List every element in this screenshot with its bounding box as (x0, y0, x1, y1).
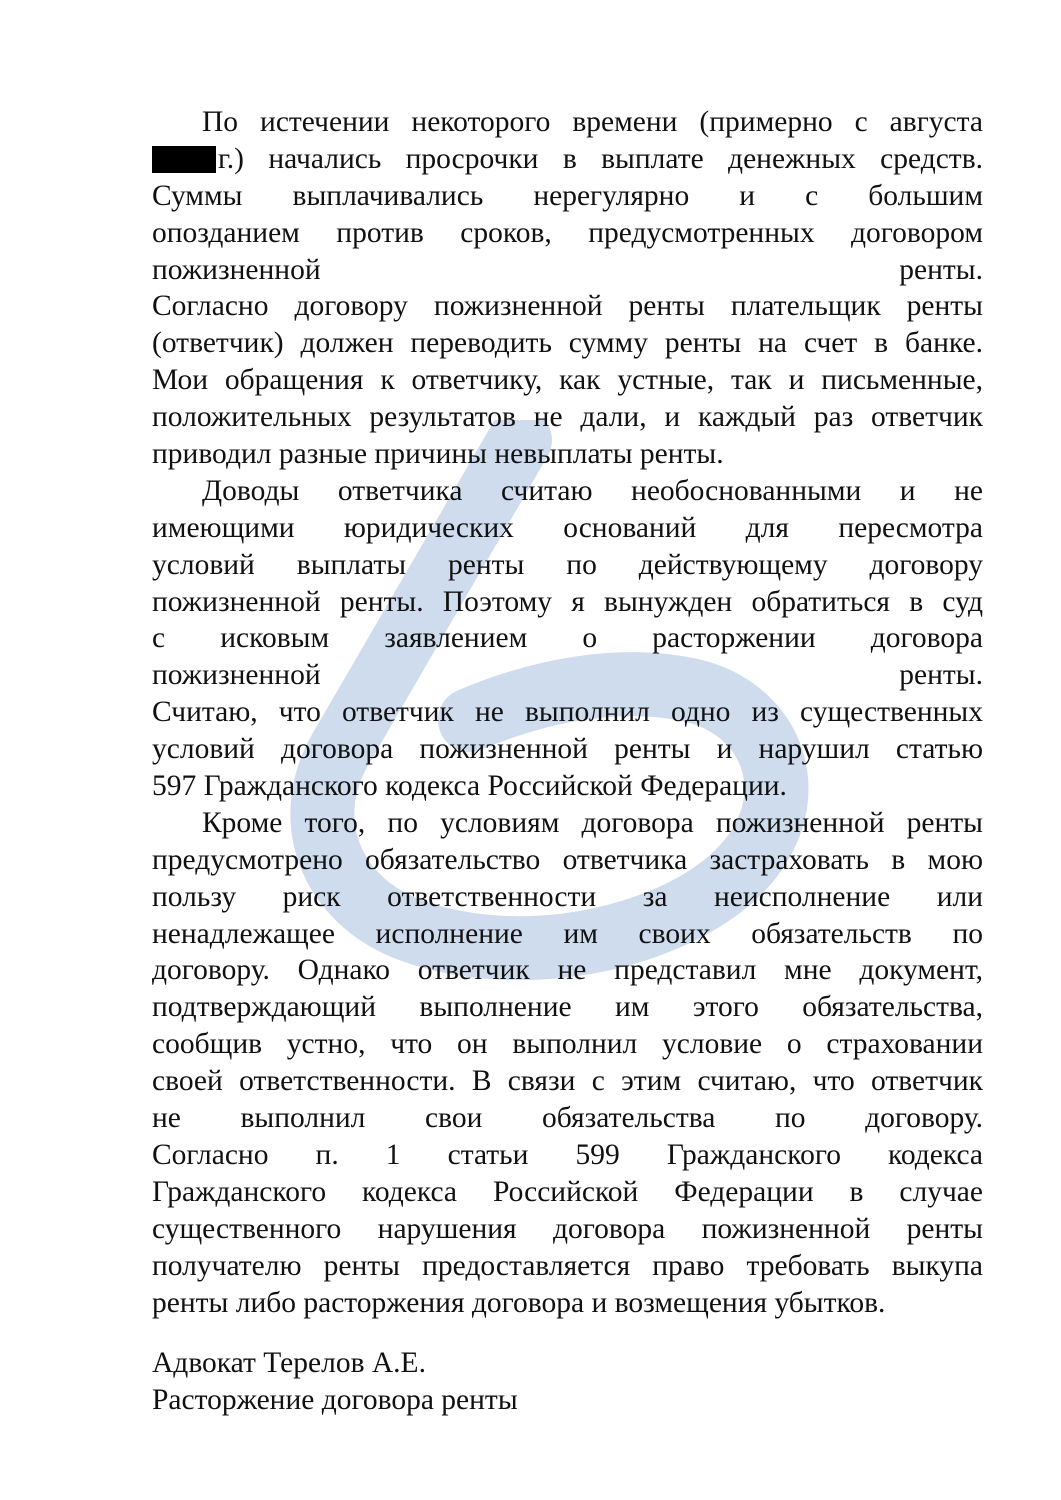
text-line-content: своей ответственности. В связи с этим считаю, что ответчик (152, 1065, 983, 1098)
text-line (152, 1063, 983, 1100)
paragraph (152, 288, 983, 472)
text-line-content: пожизненной ренты. (152, 253, 983, 286)
text-line-content: Гражданского кодекса Российской Федерации в случае (152, 1175, 983, 1208)
text-line (152, 1174, 983, 1211)
text-line (152, 1100, 983, 1137)
signature-block (152, 1345, 518, 1419)
text-line (152, 805, 983, 842)
text-line-content: 597 Гражданского кодекса Российской Федерации. (152, 770, 787, 803)
text-line-content: пожизненной ренты. (152, 659, 983, 692)
text-line (152, 436, 983, 473)
text-line (152, 547, 983, 584)
text-line (152, 288, 983, 325)
text-line (152, 768, 983, 805)
text-line-content: пользу риск ответственности за неисполнение или (152, 880, 983, 913)
text-line-content: г.) начались просрочки в выплате денежных средств. (218, 142, 983, 175)
text-line (152, 1026, 983, 1063)
text-line-content: пожизненной ренты. Поэтому я вынужден обратиться в суд (152, 585, 983, 618)
text-line-content: подтверждающий выполнение им этого обязательства, (152, 991, 983, 1024)
text-line-content: положительных результатов не дали, и каждый раз ответчик (152, 401, 983, 434)
text-line (152, 1211, 983, 1248)
text-line (152, 989, 983, 1026)
text-line (152, 252, 983, 289)
text-line (152, 952, 983, 989)
text-line-content: приводил разные причины невыплаты ренты. (152, 438, 724, 471)
text-line (152, 104, 983, 141)
text-line-content: Считаю, что ответчик не выполнил одно из существенных (152, 696, 983, 729)
text-line-content: имеющими юридических оснований для пересмотра (152, 511, 983, 544)
text-line-content: ренты либо расторжения договора и возмещения убытков. (152, 1286, 886, 1319)
text-line-content: (ответчик) должен переводить сумму ренты на счет в банке. (152, 327, 983, 360)
text-line-content: ненадлежащее исполнение им своих обязательств по (152, 917, 983, 950)
text-line-content: предусмотрено обязательство ответчика застраховать в мою (152, 843, 983, 876)
text-line-content: условий выплаты ренты по действующему договору (152, 548, 983, 581)
text-line (152, 178, 983, 215)
signature-author: Адвокат Терелов А.Е. (152, 1347, 426, 1379)
text-line-content: получателю ренты предоставляется право требовать выкупа (152, 1249, 983, 1282)
paragraph (152, 473, 983, 694)
text-line-content: сообщив устно, что он выполнил условие о страховании (152, 1028, 983, 1061)
text-line (152, 510, 983, 547)
text-line-content: Доводы ответчика считаю необоснованными и не (202, 474, 983, 507)
text-line-content: опозданием против сроков, предусмотренных договором (152, 216, 983, 249)
text-line-content: По истечении некоторого времени (примерно с августа (202, 106, 983, 138)
text-line (152, 141, 983, 178)
text-line (152, 620, 983, 657)
text-line (152, 1137, 983, 1174)
text-line-content: Согласно п. 1 статьи 599 Гражданского кодекса (152, 1138, 983, 1171)
paragraph (152, 1137, 983, 1321)
text-line-content: Суммы выплачивались нерегулярно и с большим (152, 179, 983, 212)
text-line (152, 362, 983, 399)
text-line (152, 731, 983, 768)
text-line-content: не выполнил свои обязательства по договору. (152, 1102, 983, 1135)
redaction-block (152, 146, 216, 173)
text-line-content: условий договора пожизненной ренты и нарушил статью (152, 733, 983, 766)
text-line (152, 694, 983, 731)
text-line (152, 1285, 983, 1322)
paragraph (152, 805, 983, 1137)
signature-subject: Расторжение договора ренты (152, 1383, 518, 1416)
text-line (152, 879, 983, 916)
document-body (152, 104, 983, 1321)
text-line (152, 1248, 983, 1285)
text-line (152, 325, 983, 362)
paragraph (152, 694, 983, 805)
text-line (152, 657, 983, 694)
text-line (152, 842, 983, 879)
text-line (152, 399, 983, 436)
text-line (152, 916, 983, 953)
text-line-content: Кроме того, по условиям договора пожизненной ренты (202, 806, 983, 839)
text-line (152, 215, 983, 252)
text-line-content: существенного нарушения договора пожизненной ренты (152, 1212, 983, 1245)
text-line-content: с исковым заявлением о расторжении договора (152, 622, 983, 655)
text-line-content: Мои обращения к ответчику, как устные, так и письменные, (152, 364, 983, 397)
paragraph (152, 104, 983, 288)
text-line-content: Согласно договору пожизненной ренты плательщик ренты (152, 290, 983, 323)
text-line (152, 473, 983, 510)
text-line (152, 584, 983, 621)
text-line-content: договору. Однако ответчик не представил мне документ, (152, 954, 983, 987)
